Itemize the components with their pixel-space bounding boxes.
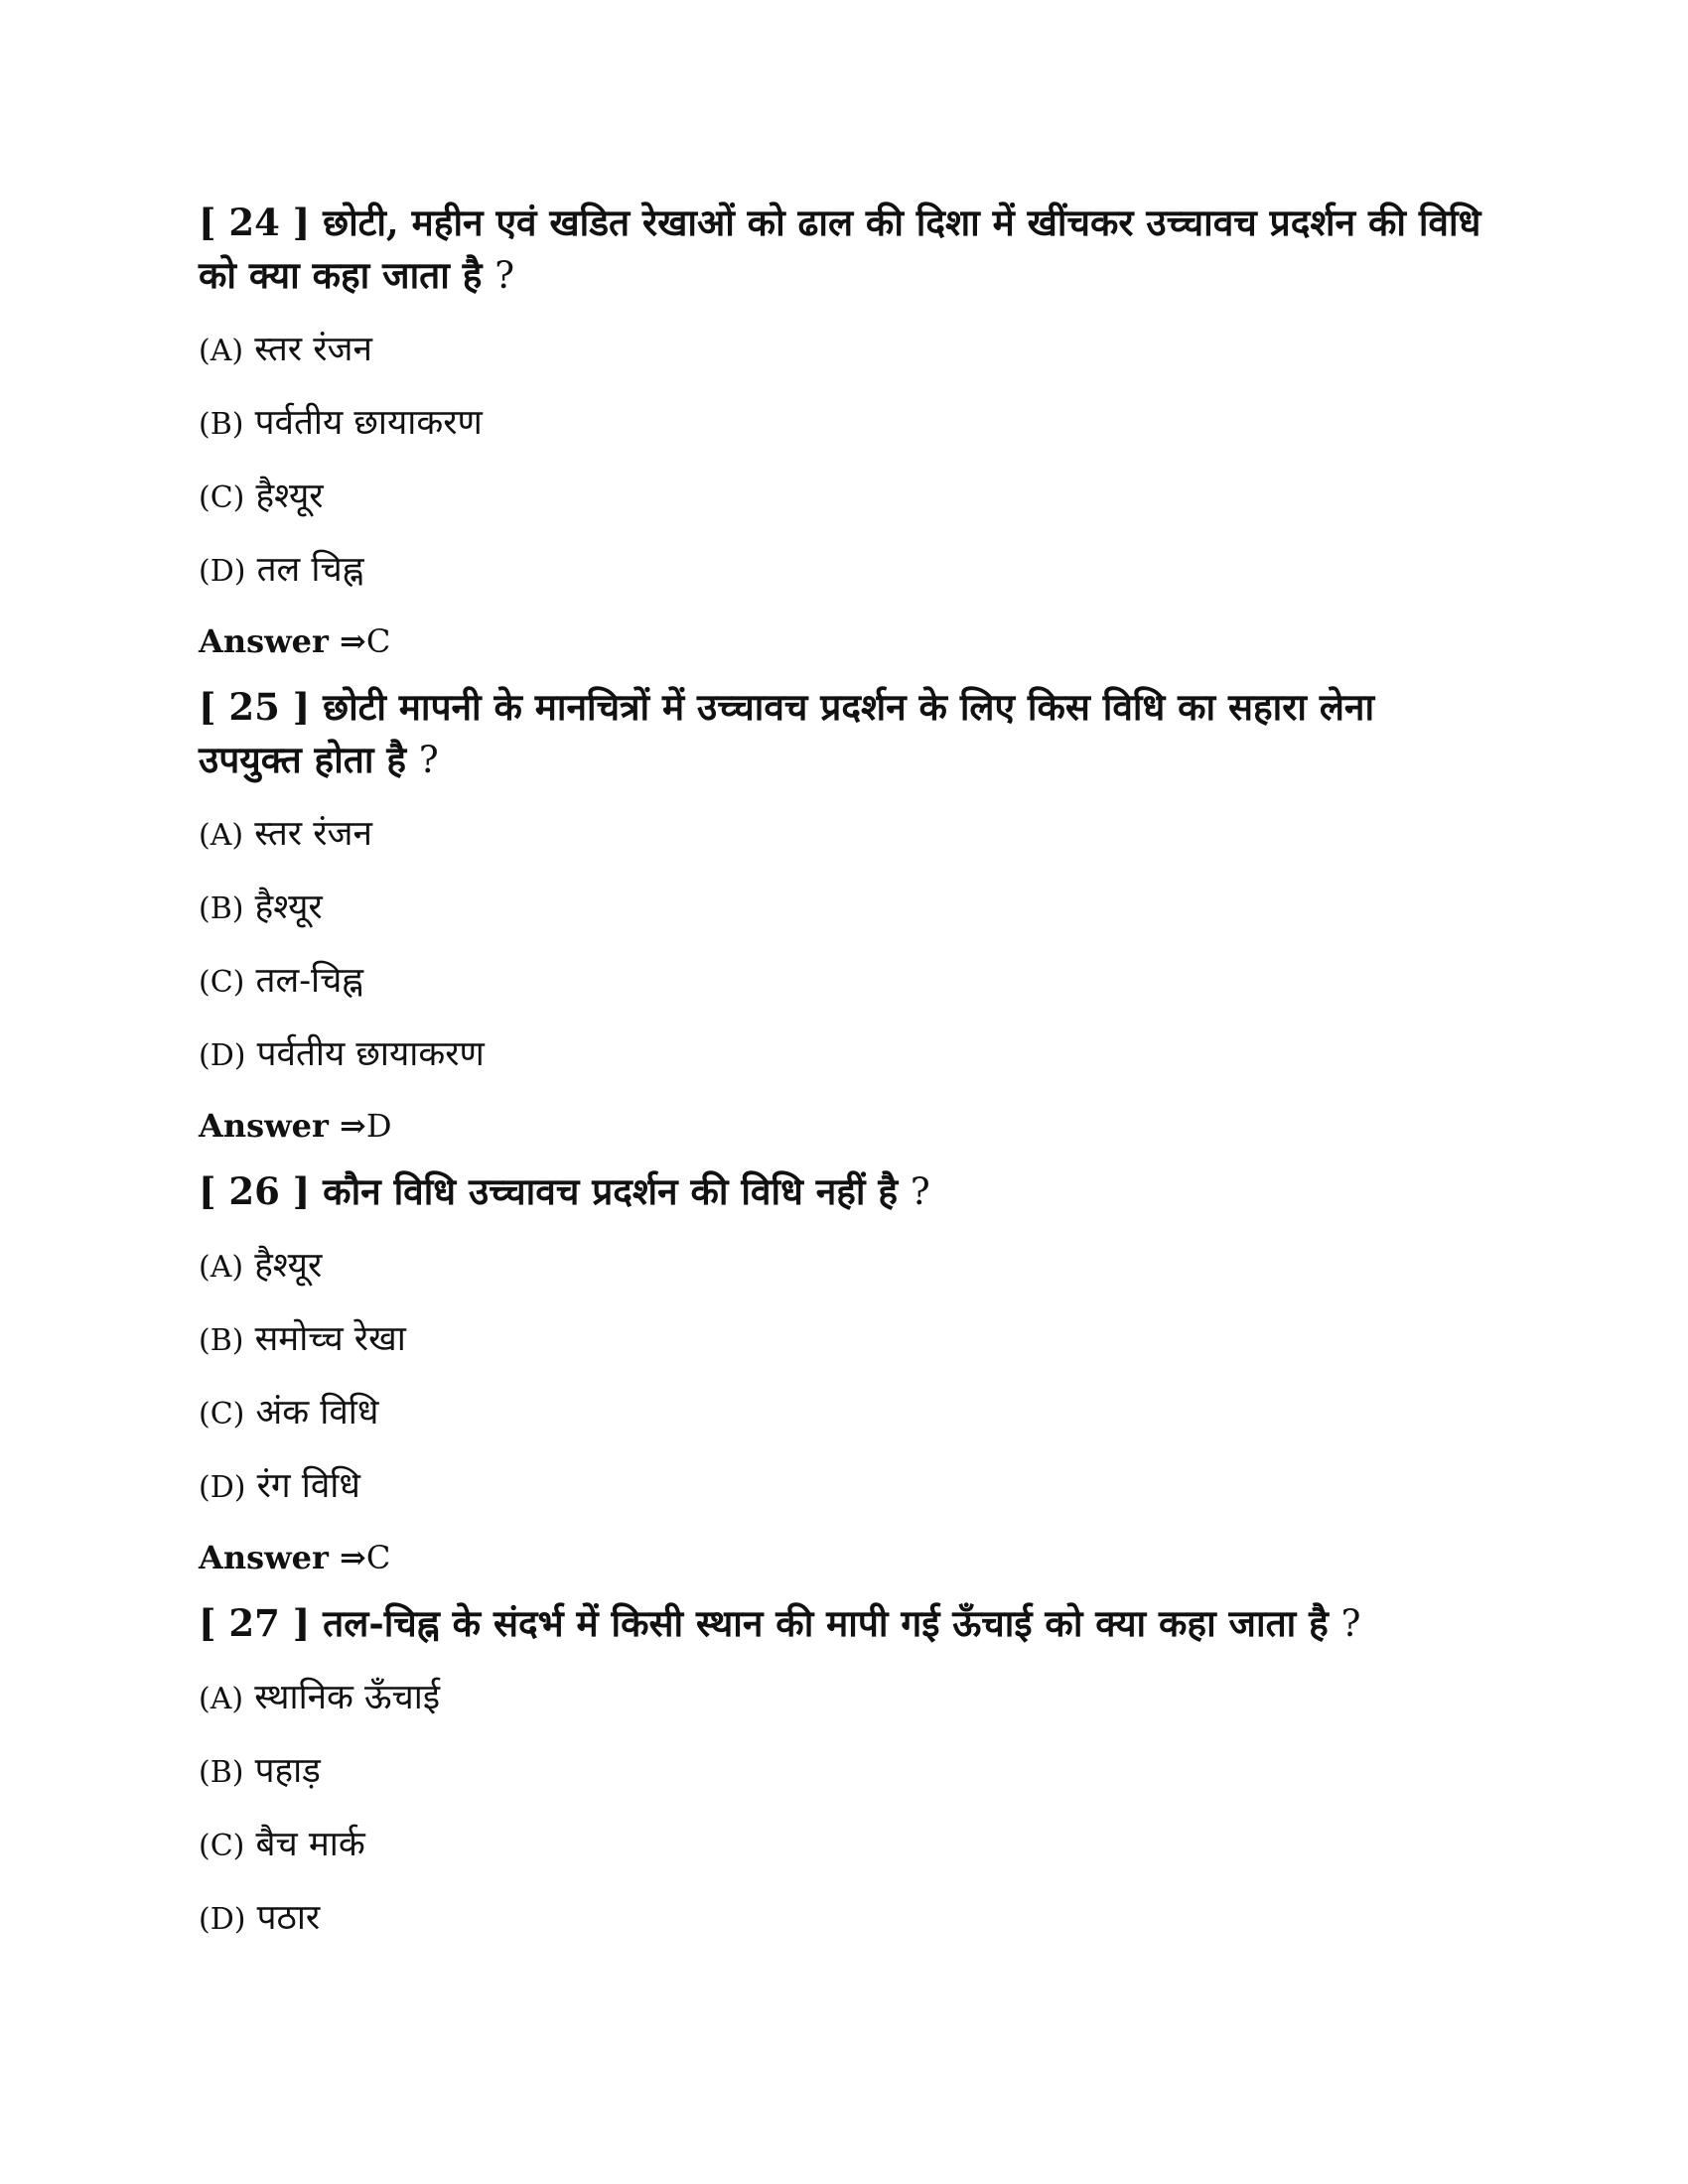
option-text: तल चिह्न bbox=[256, 550, 364, 590]
option-letter: (C) bbox=[199, 965, 245, 1000]
option-text: पर्वतीय छायाकरण bbox=[256, 1034, 485, 1074]
question-number: [ 25 ] bbox=[199, 685, 311, 729]
question-number: [ 27 ] bbox=[199, 1601, 311, 1645]
question-27 bbox=[199, 1597, 1489, 1942]
option-c bbox=[199, 957, 1489, 1005]
option-text: बैच मार्क bbox=[255, 1825, 365, 1864]
question-24 bbox=[199, 197, 1489, 663]
answer-value: C bbox=[365, 1539, 391, 1576]
option-letter: (A) bbox=[199, 1682, 244, 1716]
option-a bbox=[199, 810, 1489, 858]
question-mark: ? bbox=[910, 1170, 930, 1213]
option-letter: (D) bbox=[199, 1038, 246, 1073]
answer-line bbox=[199, 1104, 1489, 1148]
answer-value: C bbox=[365, 622, 391, 660]
question-heading bbox=[199, 681, 1489, 786]
question-number: [ 24 ] bbox=[199, 201, 311, 244]
option-letter: (B) bbox=[199, 1755, 244, 1790]
option-letter: (A) bbox=[199, 334, 244, 368]
option-text: तल-चिह्न bbox=[255, 961, 364, 1001]
option-d bbox=[199, 546, 1489, 594]
option-text: हैश्यूर bbox=[255, 477, 324, 516]
answer-label: Answer ⇒ bbox=[199, 622, 366, 660]
option-letter: (B) bbox=[199, 407, 244, 442]
option-text: पहाड़ bbox=[254, 1751, 321, 1791]
option-text: पर्वतीय छायाकरण bbox=[254, 403, 483, 443]
option-a bbox=[199, 1674, 1489, 1721]
option-letter: (A) bbox=[199, 1250, 244, 1285]
answer-value: D bbox=[365, 1107, 392, 1145]
option-a bbox=[199, 1242, 1489, 1290]
option-b bbox=[199, 399, 1489, 447]
option-text: अंक विधि bbox=[255, 1393, 379, 1433]
option-letter: (C) bbox=[199, 1397, 245, 1432]
option-b bbox=[199, 1747, 1489, 1795]
option-c bbox=[199, 473, 1489, 520]
question-heading bbox=[199, 1165, 1489, 1218]
answer-line bbox=[199, 619, 1489, 663]
option-b bbox=[199, 1315, 1489, 1363]
question-25 bbox=[199, 681, 1489, 1148]
option-letter: (D) bbox=[199, 554, 246, 589]
answer-line bbox=[199, 1536, 1489, 1579]
question-text: तल-चिह्न के संदर्भ में किसी स्थान की मापी गई ऊँचाई को क्या कहा जाता है bbox=[323, 1601, 1329, 1645]
option-letter: (C) bbox=[199, 1829, 245, 1863]
option-d bbox=[199, 1894, 1489, 1942]
document-page bbox=[199, 197, 1489, 1968]
option-text: समोच्च रेखा bbox=[254, 1319, 406, 1359]
option-d bbox=[199, 1462, 1489, 1510]
question-text: छोटी, महीन एवं खडित रेखाओं को ढाल की दिशा में खींचकर उच्चावच प्रदर्शन की विधि को क्या कहा जाता है bbox=[199, 201, 1481, 297]
option-text: पठार bbox=[256, 1898, 321, 1938]
option-text: स्तर रंजन bbox=[254, 814, 372, 854]
option-d bbox=[199, 1030, 1489, 1078]
option-text: स्तर रंजन bbox=[254, 330, 372, 369]
question-heading bbox=[199, 197, 1489, 302]
option-letter: (C) bbox=[199, 480, 245, 515]
option-letter: (A) bbox=[199, 818, 244, 853]
option-text: हैश्यूर bbox=[254, 887, 323, 927]
option-c bbox=[199, 1821, 1489, 1868]
option-a bbox=[199, 326, 1489, 373]
option-letter: (D) bbox=[199, 1902, 246, 1937]
question-mark: ? bbox=[494, 254, 515, 297]
option-text: हैश्यूर bbox=[254, 1246, 323, 1286]
option-c bbox=[199, 1389, 1489, 1436]
question-heading bbox=[199, 1597, 1489, 1650]
question-mark: ? bbox=[1340, 1602, 1361, 1645]
option-b bbox=[199, 884, 1489, 931]
question-text: कौन विधि उच्चावच प्रदर्शन की विधि नहीं है bbox=[323, 1169, 899, 1213]
option-text: स्थानिक ऊँचाई bbox=[254, 1678, 441, 1717]
answer-label: Answer ⇒ bbox=[199, 1539, 366, 1576]
question-text: छोटी मापनी के मानचित्रों में उच्चावच प्रदर्शन के लिए किस विधि का सहारा लेना उपयुक्त होता है bbox=[199, 685, 1375, 781]
option-letter: (B) bbox=[199, 1323, 244, 1358]
option-text: रंग विधि bbox=[256, 1466, 360, 1506]
option-letter: (B) bbox=[199, 891, 244, 926]
question-number: [ 26 ] bbox=[199, 1169, 311, 1213]
question-mark: ? bbox=[418, 739, 439, 781]
option-letter: (D) bbox=[199, 1470, 246, 1505]
question-26 bbox=[199, 1165, 1489, 1579]
answer-label: Answer ⇒ bbox=[199, 1107, 366, 1145]
